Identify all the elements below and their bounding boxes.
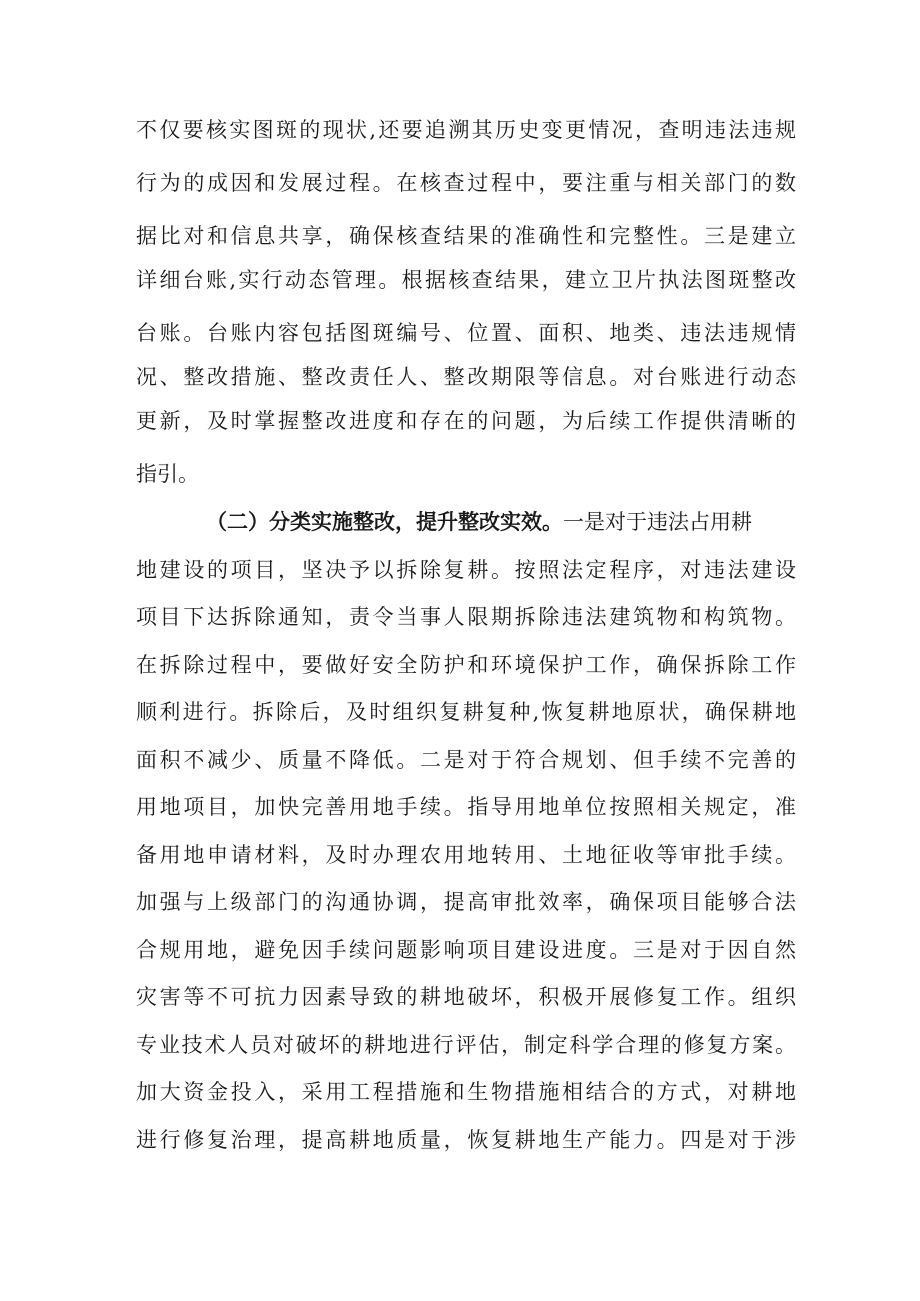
body-text-line: 顺利进行。拆除后，及时组织复耕复种,恢复耕地原状，确保耕地	[136, 700, 796, 724]
body-text-line: 面积不减少、质量不降低。二是对于符合规划、但手续不完善的	[136, 748, 796, 772]
body-text-line: 详细台账,实行动态管理。根据核查结果，建立卫片执法图斑整改	[136, 268, 796, 292]
body-text-line: 不仅要核实图斑的现状,还要追溯其历史变更情况，查明违法违规	[136, 118, 796, 142]
body-text-line: 项目下达拆除通知，责令当事人限期拆除违法建筑物和构筑物。	[136, 605, 796, 629]
body-text-line: 加强与上级部门的沟通协调，提高审批效率，确保项目能够合法	[136, 890, 796, 914]
body-text-line: 备用地申请材料，及时办理农用地转用、土地征收等审批手续。	[136, 843, 796, 867]
body-text-line: 合规用地，避免因手续问题影响项目建设进度。三是对于因自然	[136, 938, 796, 962]
body-text-line: 台账。台账内容包括图斑编号、位置、面积、地类、违法违规情	[136, 321, 796, 345]
section-2-heading: （二）分类实施整改，提升整改实效。	[206, 510, 563, 534]
section-2-first-line	[206, 502, 796, 542]
body-text-line: 据比对和信息共享，确保核查结果的准确性和完整性。三是建立	[136, 224, 796, 248]
body-text-line: 更新，及时掌握整改进度和存在的问题，为后续工作提供清晰的	[136, 409, 796, 433]
body-text-line: 况、整改措施、整改责任人、整改期限等信息。对台账进行动态	[136, 365, 796, 389]
body-text-line: 地建设的项目，坚决予以拆除复耕。按照法定程序，对违法建设	[136, 558, 796, 582]
body-text-line: 行为的成因和发展过程。在核查过程中，要注重与相关部门的数	[136, 171, 796, 195]
body-text-line: 专业技术人员对破坏的耕地进行评估，制定科学合理的修复方案。	[136, 1033, 796, 1057]
body-text-line: 用地项目，加快完善用地手续。指导用地单位按照相关规定，准	[136, 795, 796, 819]
body-text-line: 指引。	[136, 462, 199, 486]
body-text-line: 在拆除过程中，要做好安全防护和环境保护工作，确保拆除工作	[136, 653, 796, 677]
section-2-first-line-text: 一是对于违法占用耕	[563, 510, 752, 534]
body-text-line: 进行修复治理，提高耕地质量，恢复耕地生产能力。四是对于涉	[136, 1128, 796, 1152]
body-text-line: 灾害等不可抗力因素导致的耕地破坏，积极开展修复工作。组织	[136, 985, 796, 1009]
body-text-line: 加大资金投入，采用工程措施和生物措施相结合的方式，对耕地	[136, 1080, 796, 1104]
